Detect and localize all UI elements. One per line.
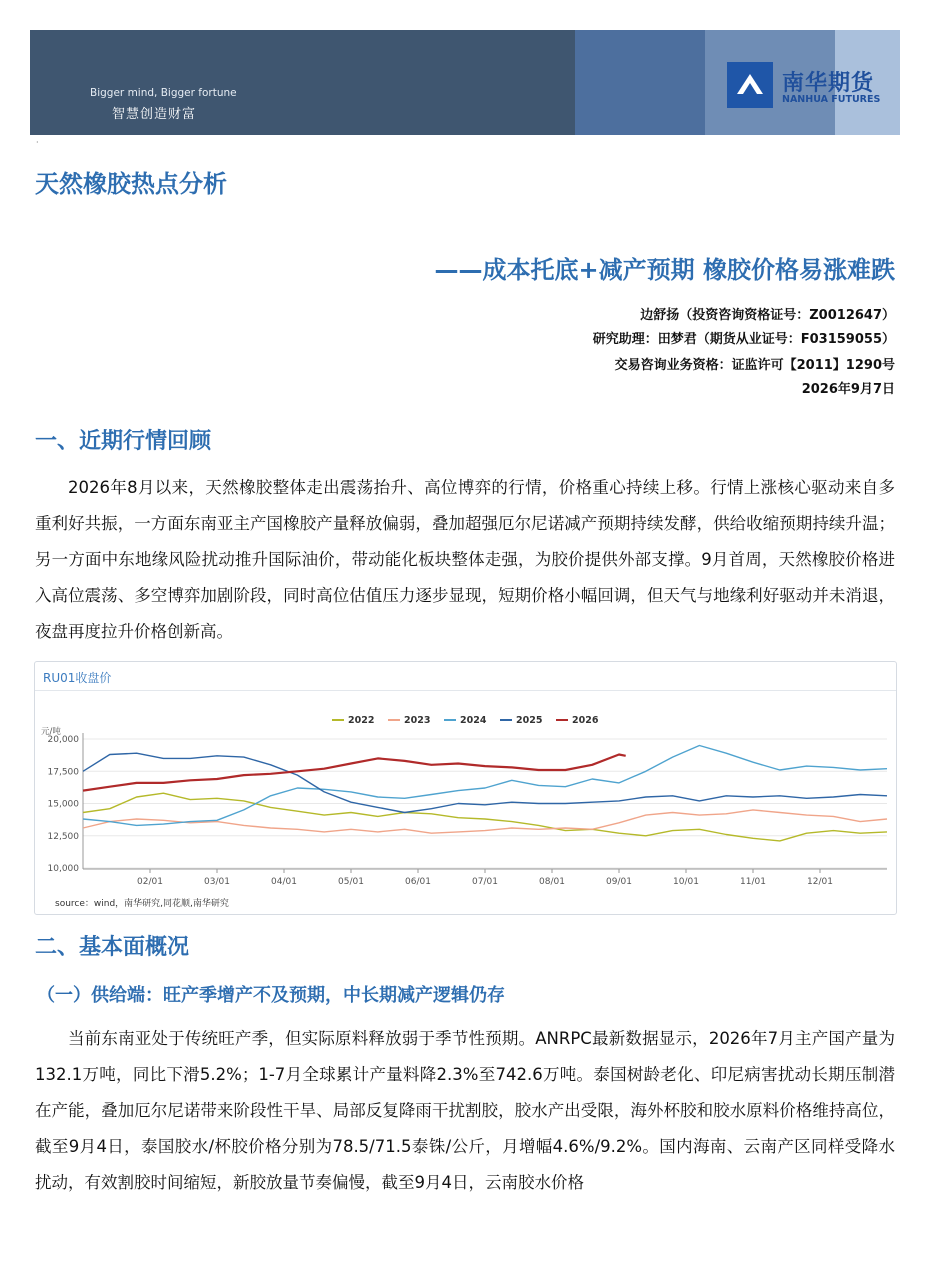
chart-header [35,662,896,691]
report-date: 2026年9月7日 [801,382,895,397]
chart-source: source：wind，南华研究,同花顺,南华研究 [55,899,229,909]
x-tick-label: 08/01 [539,877,565,887]
legend-label: 2022 [348,715,375,726]
page-mark: · [36,138,39,147]
section1-heading: 一、近期行情回顾 [35,429,212,454]
section2-heading: 二、基本面概况 [35,935,190,960]
y-tick-label: 20,000 [47,735,79,745]
legend-label: 2024 [460,715,487,726]
logo-text-chinese: 南华期货 [782,71,875,96]
supply-subheading: （一）供给端：旺产季增产不及预期，中长期减产逻辑仍存 [37,985,505,1006]
nanhua-logo-icon [727,62,773,108]
ru01-line-chart [35,691,896,913]
y-tick-label: 10,000 [47,864,79,874]
x-tick-label: 06/01 [405,877,431,887]
legend-label: 2023 [404,715,431,726]
assistant-line: 研究助理：田梦君（期货从业证号：F03159055） [592,332,895,347]
section1-paragraph: 2026年8月以来，天然橡胶整体走出震荡抬升、高位博弈的行情，价格重心持续上移。行情上涨核心驱动来自多重利好共振，一方面东南亚主产国橡胶产量释放偏弱，叠加超强厄尔尼诺减产预期持续发酵，供给收缩预期持续升温；另一方面中东地缘风险扰动推升国际油价，带动能化板块整体走强，为胶价提供外部支撑。9月首周，天然橡胶价格进入高位震荡、多空博弈加剧阶段，同时高位估值压力逐步显现，短期价格小幅回调，但天气与地缘利好驱动并未消退，夜盘再度拉升价格创新高。 [35,478,895,641]
header-banner [30,30,900,135]
x-tick-label: 05/01 [338,877,364,887]
chart-header-title: RU01收盘价 [43,671,112,685]
slogan-english: Bigger mind, Bigger fortune [90,87,237,99]
report-title: 天然橡胶热点分析 [35,170,227,198]
x-tick-label: 11/01 [740,877,766,887]
y-axis-label: 元/吨 [41,727,61,737]
series-line-2022 [83,793,887,841]
analyst-line: 边舒扬（投资咨询资格证号：Z0012647） [640,308,895,323]
x-tick-label: 09/01 [606,877,632,887]
x-tick-label: 04/01 [271,877,297,887]
legend-label: 2026 [572,715,599,726]
license-line: 交易咨询业务资格：证监许可【2011】1290号 [614,358,895,373]
x-tick-label: 10/01 [673,877,699,887]
banner-band [575,30,705,135]
y-tick-label: 17,500 [47,767,79,778]
x-tick-label: 07/01 [472,877,498,887]
x-tick-label: 12/01 [807,877,833,887]
section2-paragraph: 当前东南亚处于传统旺产季，但实际原料释放弱于季节性预期。ANRPC最新数据显示，2026年7月主产国产量为132.1万吨，同比下滑5.2%；1-7月全球累计产量料降2.3%至742.6万吨。泰国树龄老化、印尼病害扰动长期压制潜在产能，叠加厄尔尼诺带来阶段性干旱、局部反复降雨干扰割胶，胶水产出受限，海外杯胶和胶水原料价格维持高位，截至9月4日，泰国胶水/杯胶价格分别为78.5/71.5泰铢/公斤，月增幅4.6%/9.2%。国内海南、云南产区同样受降水扰动，有效割胶时间缩短，新胶放量节奏偏慢，截至9月4日，云南胶水价格 [35,1029,895,1192]
chart-panel [34,661,897,915]
x-tick-label: 03/01 [204,877,230,887]
report-subtitle: ——成本托底+减产预期 橡胶价格易涨难跌 [434,256,895,284]
y-tick-label: 12,500 [47,831,79,842]
y-tick-label: 15,000 [47,799,79,810]
x-tick-label: 02/01 [137,877,163,887]
legend-label: 2025 [516,715,543,726]
logo-text-english: NANHUA FUTURES [782,94,881,105]
slogan-chinese: 智慧创造财富 [112,107,197,122]
